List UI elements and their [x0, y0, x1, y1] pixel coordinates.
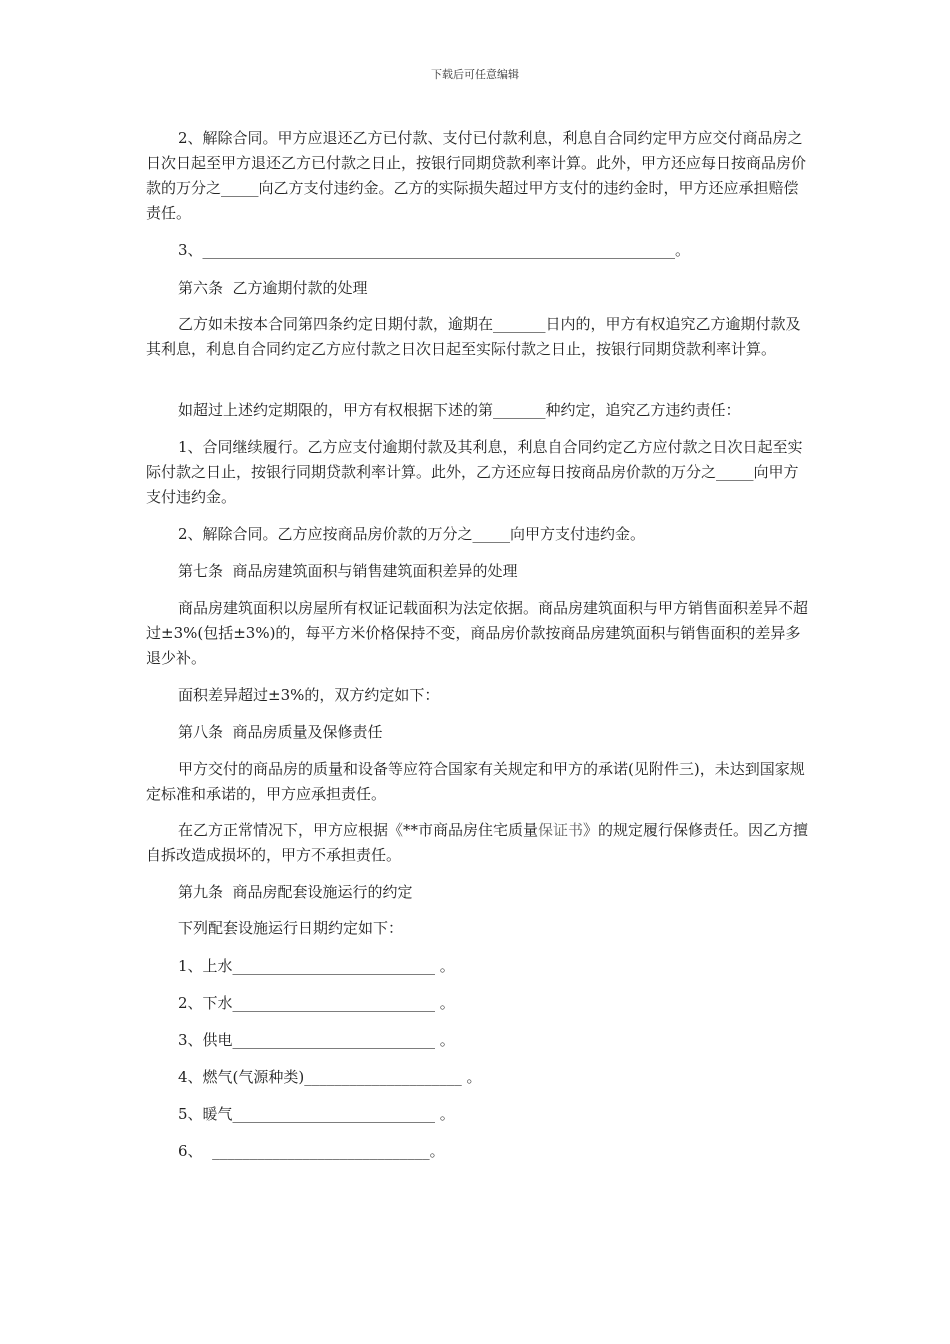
paragraph-facilities-intro: 下列配套设施运行日期约定如下：	[178, 919, 404, 937]
facility-item-heating: 5、暖气___________________________ 。	[178, 1105, 455, 1123]
facility-item-6: 6、 _____________________________。	[178, 1142, 445, 1160]
facility-item-drainage: 2、下水___________________________ 。	[178, 994, 455, 1012]
paragraph-area-basis: 商品房建筑面积以房屋所有权证记载面积为法定依据。商品房建筑面积与甲方销售面积差异不超过±3%(包括±3%)的，每平方米价格保持不变，商品房价款按商品房建筑面积与销售面积的差异多退少补。	[146, 599, 809, 667]
paragraph-area-exceed: 面积差异超过±3%的，双方约定如下：	[178, 686, 440, 704]
paragraph-terminate-contract-buyer: 2、解除合同。乙方应按商品房价款的万分之_____向甲方支付违约金。	[178, 525, 646, 543]
paragraph-quality: 甲方交付的商品房的质量和设备等应符合国家有关规定和甲方的承诺(见附件三)，未达到国家规定标准和承诺的，甲方应承担责任。	[146, 760, 805, 803]
paragraph-exceed-term: 如超过上述约定期限的，甲方有权根据下述的第_______种约定，追究乙方违约责任：	[178, 401, 741, 419]
facility-item-power: 3、供电___________________________ 。	[178, 1031, 455, 1049]
paragraph-overdue-payment: 乙方如未按本合同第四条约定日期付款，逾期在_______日内的，甲方有权追究乙方逾期付款及其利息，利息自合同约定乙方应付款之日次日起至实际付款之日止，按银行同期贷款利率计算。	[146, 315, 801, 358]
heading-article-6: 第六条 乙方逾期付款的处理	[178, 279, 368, 297]
page-header: 下载后可任意编辑	[431, 68, 519, 81]
paragraph-terminate-contract-seller: 2、解除合同。甲方应退还乙方已付款、支付已付款利息，利息自合同约定甲方应交付商品房之日次日起至甲方退还乙方已付款之日止，按银行同期贷款利率计算。此外，甲方还应每日按商品房价款的万分之_____向乙方支付违约金。乙方的实际损失超过甲方支付的违约金时，甲方还应承担赔偿责任。	[146, 129, 807, 222]
facility-item-water-supply: 1、上水___________________________ 。	[178, 957, 455, 975]
warranty-link-text: 保证书	[538, 821, 584, 839]
heading-article-7: 第七条 商品房建筑面积与销售建筑面积差异的处理	[178, 562, 518, 580]
paragraph-continue-contract: 1、合同继续履行。乙方应支付逾期付款及其利息，利息自合同约定乙方应付款之日次日起至实际付款之日止，按银行同期贷款利率计算。此外，乙方还应每日按商品房价款的万分之_____向甲方支付违约金。	[146, 438, 803, 506]
warranty-text-1: 在乙方正常情况下，甲方应根据《**市商品房住宅质量	[178, 821, 539, 839]
warranty-text-2: 》的规定履行保修责任。因乙方擅自拆改造成损坏的，甲方不承担责任。	[146, 821, 809, 864]
facility-item-gas: 4、燃气(气源种类)_____________________ 。	[178, 1068, 482, 1086]
heading-article-8: 第八条 商品房质量及保修责任	[178, 723, 383, 741]
paragraph-item-3-blank: 3、_______________________________________________________________。	[178, 241, 691, 259]
heading-article-9: 第九条 商品房配套设施运行的约定	[178, 883, 413, 901]
paragraph-warranty	[146, 818, 812, 868]
